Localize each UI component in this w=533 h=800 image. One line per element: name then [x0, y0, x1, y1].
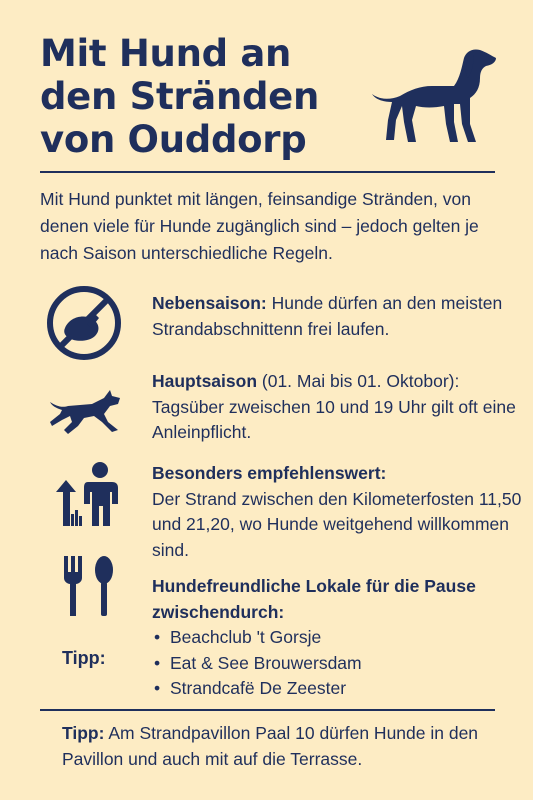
list-item: • Eat & See Brouwersdam — [152, 651, 522, 677]
page-title: Mit Hund an den Stränden von Ouddorp — [40, 32, 320, 161]
footer-tip-label: Tipp: — [62, 723, 105, 743]
section-text: Hunde dürfen an den meisten Strandabschnittenn frei laufen. — [152, 293, 503, 339]
running-dog-icon — [48, 386, 122, 436]
divider-top — [40, 171, 495, 173]
footer-tip-text: Am Strandpavillon Paal 10 dürfen Hunde in den Pavillon und auch mit auf die Terrasse. — [62, 723, 479, 769]
section-off-season — [152, 291, 522, 342]
restaurant-list — [152, 625, 522, 702]
section-recommended — [152, 461, 522, 563]
intro-text: Mit Hund punktet mit längen, feinsandige Stränden, von denen viele für Hunde zugänglich sind – jedoch gelten je nach Saison unterschiedliche Regeln. — [40, 189, 479, 263]
dog-silhouette-icon — [366, 44, 498, 148]
no-leash-icon — [45, 284, 123, 362]
divider-bottom — [40, 709, 495, 711]
person-and-direction-icon — [54, 460, 124, 526]
list-item: • Strandcafë De Zeester — [152, 676, 522, 702]
section-restaurants — [152, 574, 522, 702]
section-high-season — [152, 369, 522, 446]
fork-and-spoon-icon — [62, 556, 118, 618]
section-heading: Hauptsaison — [152, 371, 258, 391]
footer-tip — [62, 720, 492, 772]
section-text: Der Strand zwischen den Kilometerfosten 11,50 und 21,20, wo Hunde weitgehend willkommen sind. — [152, 488, 522, 560]
side-tip-label: Tipp: — [62, 648, 106, 668]
section-text: (01. Mai bis 01. Oktobor): Tagsüber zweischen 10 und 19 Uhr gilt oft eine Anleinpflicht. — [152, 371, 516, 442]
section-heading: Nebensaison: — [152, 293, 267, 313]
section-heading: Besonders empfehlenswert: — [152, 463, 387, 483]
section-heading: Hundefreundliche Lokale für die Pause zwischendurch: — [152, 576, 476, 622]
list-item: • Beachclub 't Gorsje — [152, 625, 522, 651]
